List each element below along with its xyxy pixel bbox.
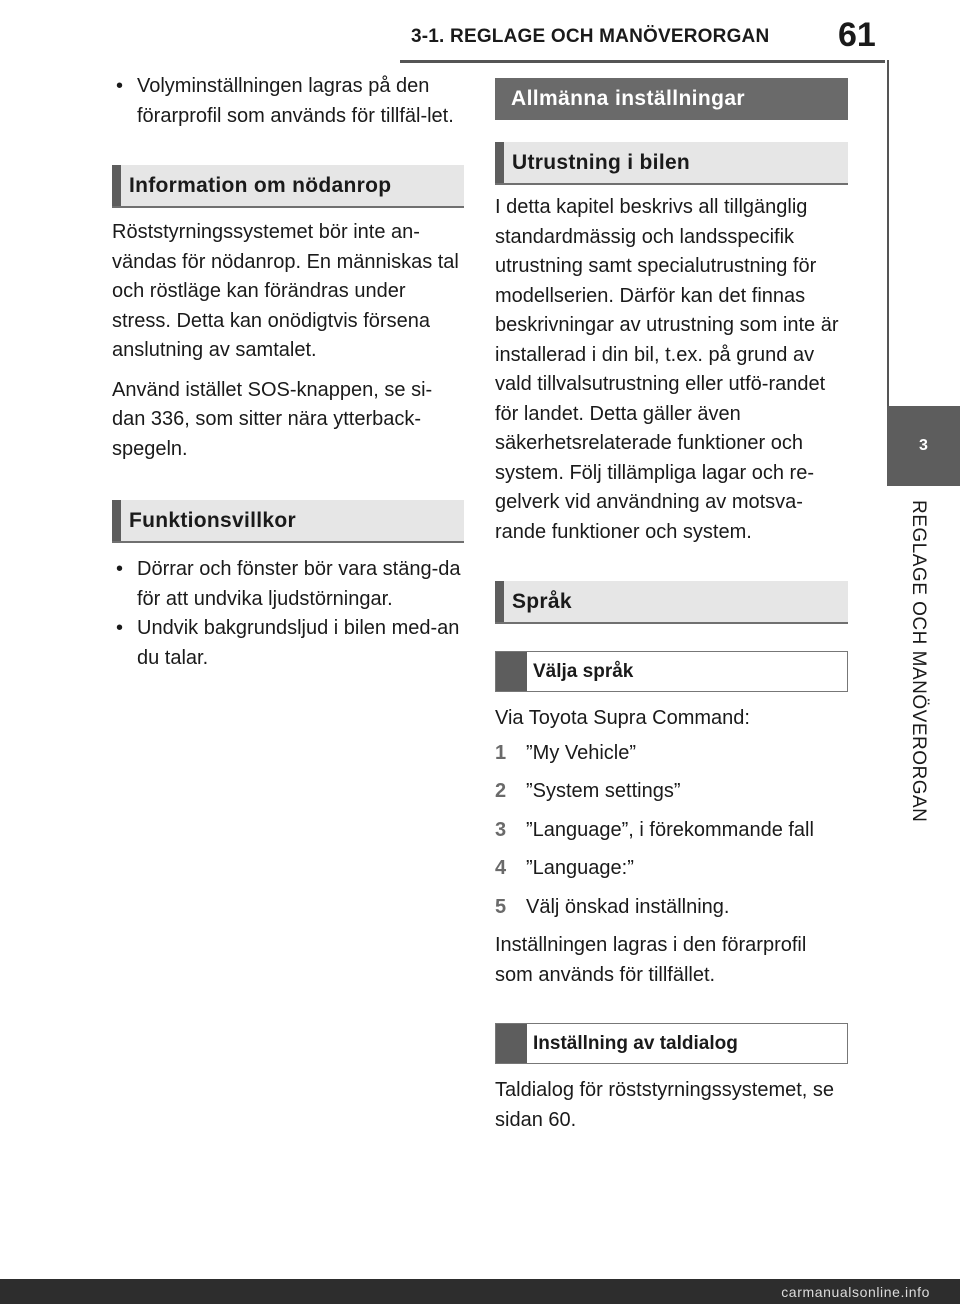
subsection-title: Inställning av taldialog [533,1032,738,1054]
section-title: Språk [512,589,572,613]
subsection-title: Välja språk [533,660,634,682]
emergency-paragraph-2: Använd istället SOS-knappen, se si-dan 336, som sitter nära ytterback-spegeln. [112,378,433,460]
step-text: ”System settings” [526,780,681,802]
step-item [495,854,848,884]
section-header-conditions [112,500,464,543]
section-header-language [495,581,848,624]
main-section-header [495,78,848,120]
left-column [112,72,464,673]
section-marker [112,165,121,206]
page-number: 61 [838,16,876,54]
intro-bullet: • Volyminställningen lagras på den förarprofil som används för tillfäl-let. [112,72,464,131]
step-number: 2 [495,780,507,802]
step-item [495,893,848,923]
subsection-marker [496,1024,527,1063]
watermark-footer [0,1279,960,1304]
dialog-paragraph: Taldialog för röststyrningssystemet, se sidan 60. [495,1079,835,1131]
step-item [495,777,848,807]
section-header-emergency [112,165,464,208]
conditions-bullet-1: • Dörrar och fönster bör vara stäng-da för att undvika ljudstörningar. [112,555,464,614]
step-text: ”Language:” [526,857,634,879]
watermark-text: carmanualsonline.info [781,1283,930,1300]
chapter-tab-number: 3 [919,437,928,454]
section-marker [495,142,504,183]
step-item [495,739,848,769]
step-number: 5 [495,895,507,918]
section-header-equipment [495,142,848,185]
emergency-paragraph-1: Röststyrningssystemet bör inte an-vändas för nödanrop. En människas tal och röstläge kan förändras under stress. Detta kan onödigtvis försena anslutning av samtalet. [112,221,459,361]
chapter-title: 3-1. REGLAGE OCH MANÖVERORGAN [411,26,770,47]
equipment-paragraph: I detta kapitel beskrivs all tillgänglig standardmässig och landsspecifik utrustning samt specialutrustning för modellserien. Därför kan det finnas beskrivningar av utrustning som inte är installerad i din bil, t.ex. på grund av vald tillvalsutrustning eller utfö-randet för landet. Detta gäller även säkerhetsrelaterade funktioner och system. Följ tillämpliga lagar och re-gelverk vid användning av motsva-rande funktioner och system. [495,196,839,543]
step-text: ”My Vehicle” [526,741,637,764]
section-marker [112,500,121,541]
conditions-bullet-2: • Undvik bakgrundsljud i bilen med-an du talar. [112,614,464,673]
subsection-header-dialog [495,1023,848,1064]
steps-list [495,739,848,923]
step-number: 3 [495,818,507,841]
chapter-side-label: REGLAGE OCH MANÖVERORGAN [908,500,929,823]
chapter-tab [887,406,960,486]
header-rule [400,60,885,63]
section-title: Information om nödanrop [129,173,392,197]
section-title: Utrustning i bilen [512,150,691,174]
via-text: Via Toyota Supra Command: [495,707,750,729]
step-text: ”Language”, i förekommande fall [526,818,814,841]
step-text: Välj önskad inställning. [526,895,730,918]
subsection-header-choose-language [495,651,848,692]
right-column [495,78,848,1135]
setting-saved-text: Inställningen lagras i den förarprofil som används för tillfället. [495,934,807,986]
step-item [495,816,848,846]
section-title: Funktionsvillkor [129,508,296,532]
step-number: 4 [495,857,507,879]
section-marker [495,581,504,622]
main-section-title: Allmänna inställningar [511,87,746,111]
side-rule [887,60,889,410]
subsection-marker [496,652,527,691]
step-number: 1 [495,741,507,764]
